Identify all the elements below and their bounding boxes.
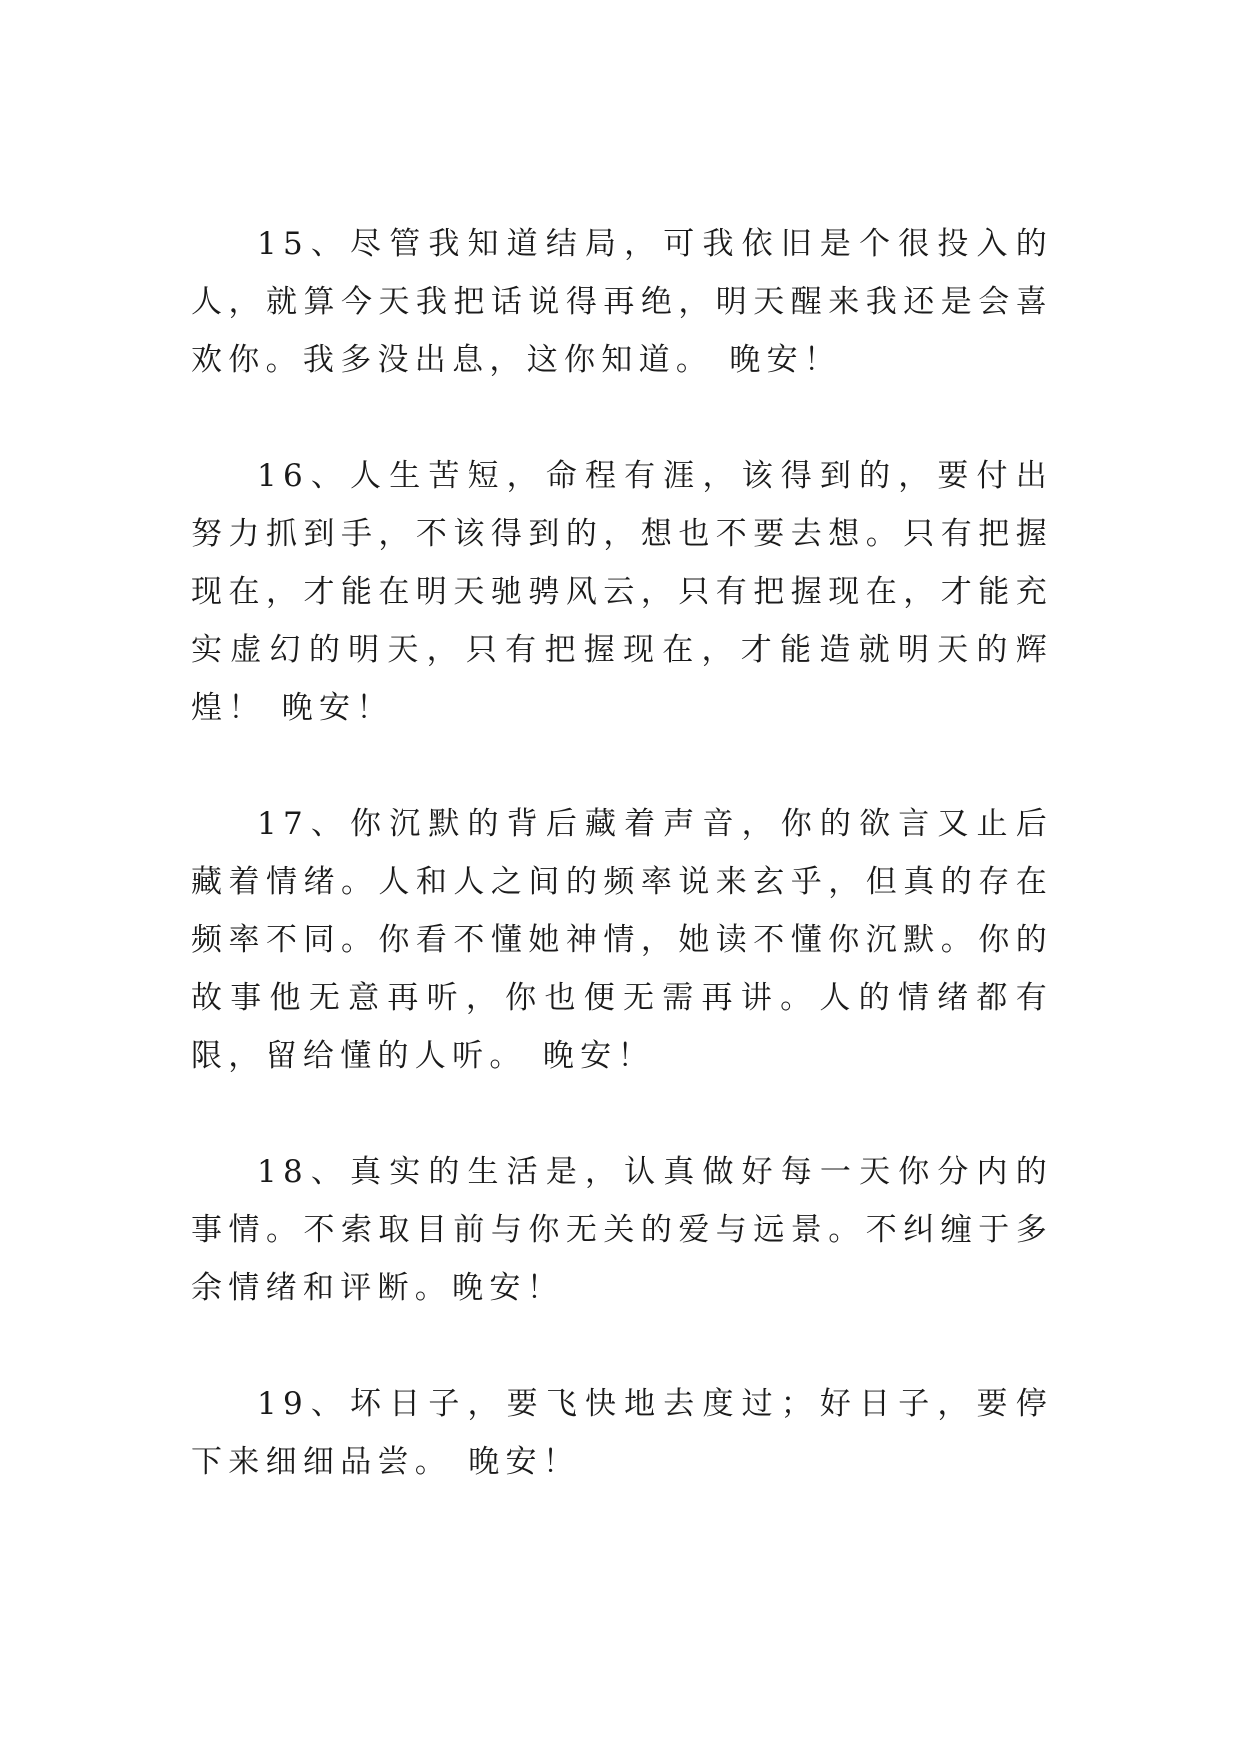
paragraph-18: 18、真实的生活是，认真做好每一天你分内的事情。不索取目前与你无关的爱与远景。不纠缠于多余情绪和评断。晚安！	[191, 1154, 1053, 1306]
paragraph-17: 17、你沉默的背后藏着声音，你的欲言又止后藏着情绪。人和人之间的频率说来玄乎，但真的存在频率不同。你看不懂她神情，她读不懂你沉默。你的故事他无意再听，你也便无需再讲。人的情绪都有限，留给懂的人听。 晚安！	[191, 806, 1053, 1074]
paragraph-15: 15、尽管我知道结局，可我依旧是个很投入的人，就算今天我把话说得再绝，明天醒来我还是会喜欢你。我多没出息，这你知道。 晚安！	[191, 226, 1053, 378]
paragraph-19: 19、坏日子，要飞快地去度过；好日子，要停下来细细品尝。 晚安！	[191, 1386, 1053, 1480]
document-body	[191, 215, 1053, 1491]
paragraph-16: 16、人生苦短，命程有涯，该得到的，要付出努力抓到手，不该得到的，想也不要去想。只有把握现在，才能在明天驰骋风云，只有把握现在，才能充实虚幻的明天，只有把握现在，才能造就明天的辉煌！ 晚安！	[191, 458, 1053, 726]
